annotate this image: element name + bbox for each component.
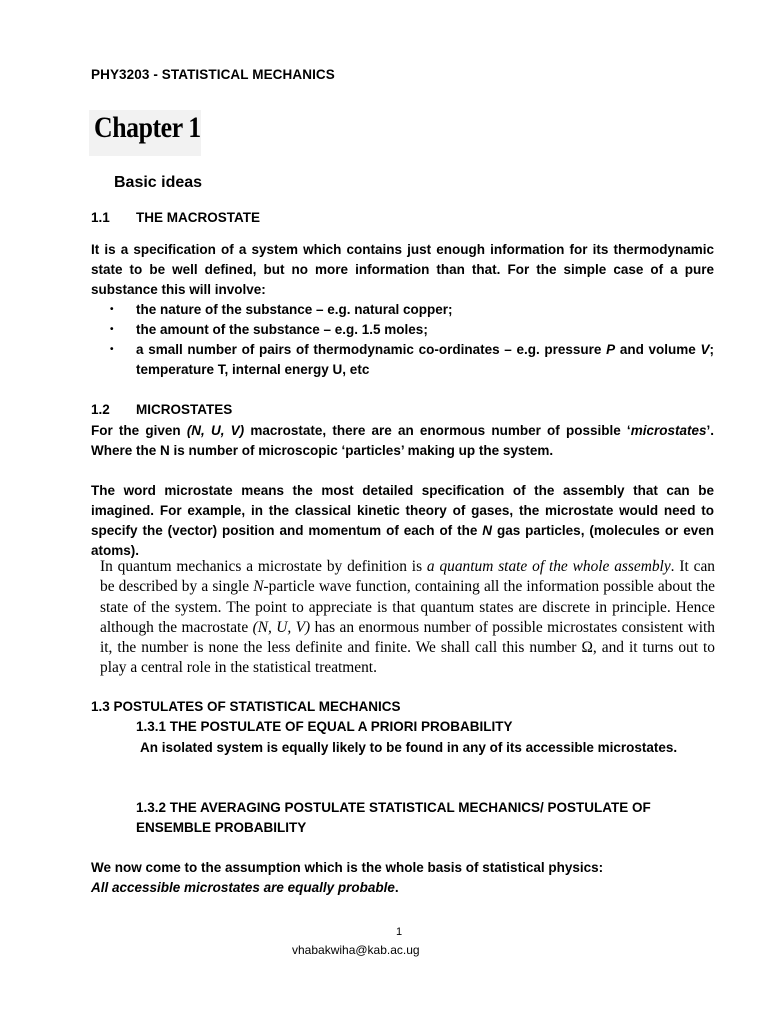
quantum-quote-paragraph: In quantum mechanics a microstate by definition is a quantum state of the whole assembly. It can be described by a single N-particle wave function, containing all the information possible about the state of the system. The point to appreciate is that quantum states are discrete in principle. Hence although the macrostate (N, U, V) has an enormous number of possible microstates consistent with it, the number is none the less definite and finite. We shall call this number Ω, and it turns out to play a central role in the statistical treatment. [100, 558, 715, 677]
chapter-subtitle: Basic ideas [114, 174, 203, 191]
section-1-2-heading [91, 402, 714, 417]
course-header: PHY3203 - STATISTICAL MECHANICS [91, 67, 335, 82]
bullet-icon: • [110, 304, 114, 315]
section-title: MICROSTATES [136, 402, 233, 417]
microstate-definition-paragraph: The word microstate means the most detailed specification of the assembly that can be imagined. For example, in the classical kinetic theory of gases, the microstate would need to specify the (vector) position and momentum of each of the N gas particles, (molecules or even atoms). [91, 483, 715, 558]
section-title: THE MACROSTATE [136, 210, 260, 225]
chapter-title: Chapter 1 [94, 111, 201, 144]
macrostate-list [108, 300, 714, 380]
list-item: • a small number of pairs of thermodynamic co-ordinates – e.g. pressure P and volume V; temperature T, internal energy U, etc [110, 342, 714, 377]
bullet-icon: • [110, 344, 114, 355]
microstates-paragraph: For the given (N, U, V) macrostate, there are an enormous number of possible ‘microstates’. Where the N is number of microscopic ‘particles’ making up the system. [91, 423, 714, 458]
section-1-3-heading: 1.3 POSTULATES OF STATISTICAL MECHANICS [91, 699, 401, 714]
section-number: 1.1 [91, 210, 110, 225]
closing-paragraph: We now come to the assumption which is the whole basis of statistical physics: All accessible microstates are equally probable. [91, 858, 714, 898]
macrostate-paragraph: It is a specification of a system which contains just enough information for its thermodynamic state to be well defined, but no more information than that. For the simple case of a pure substance this will involve: [91, 242, 714, 297]
equal-probability-text: An isolated system is equally likely to be found in any of its accessible microstates. [140, 740, 678, 755]
footer-email: vhabakwiha@kab.ac.ug [292, 943, 420, 957]
section-1-1-heading [91, 210, 714, 225]
subsection-1-3-2-heading: 1.3.2 THE AVERAGING POSTULATE STATISTICAL MECHANICS/ POSTULATE OF ENSEMBLE PROBABILITY [136, 800, 651, 835]
list-item: • the nature of the substance – e.g. natural copper; [108, 300, 714, 320]
list-item: • the amount of the substance – e.g. 1.5 moles; [108, 320, 714, 340]
section-number: 1.2 [91, 402, 110, 417]
page-number: 1 [396, 926, 403, 938]
bullet-icon: • [110, 324, 114, 335]
subsection-1-3-1-heading: 1.3.1 THE POSTULATE OF EQUAL A PRIORI PROBABILITY [136, 719, 513, 734]
emphasis-statement: All accessible microstates are equally probable. [91, 880, 399, 895]
